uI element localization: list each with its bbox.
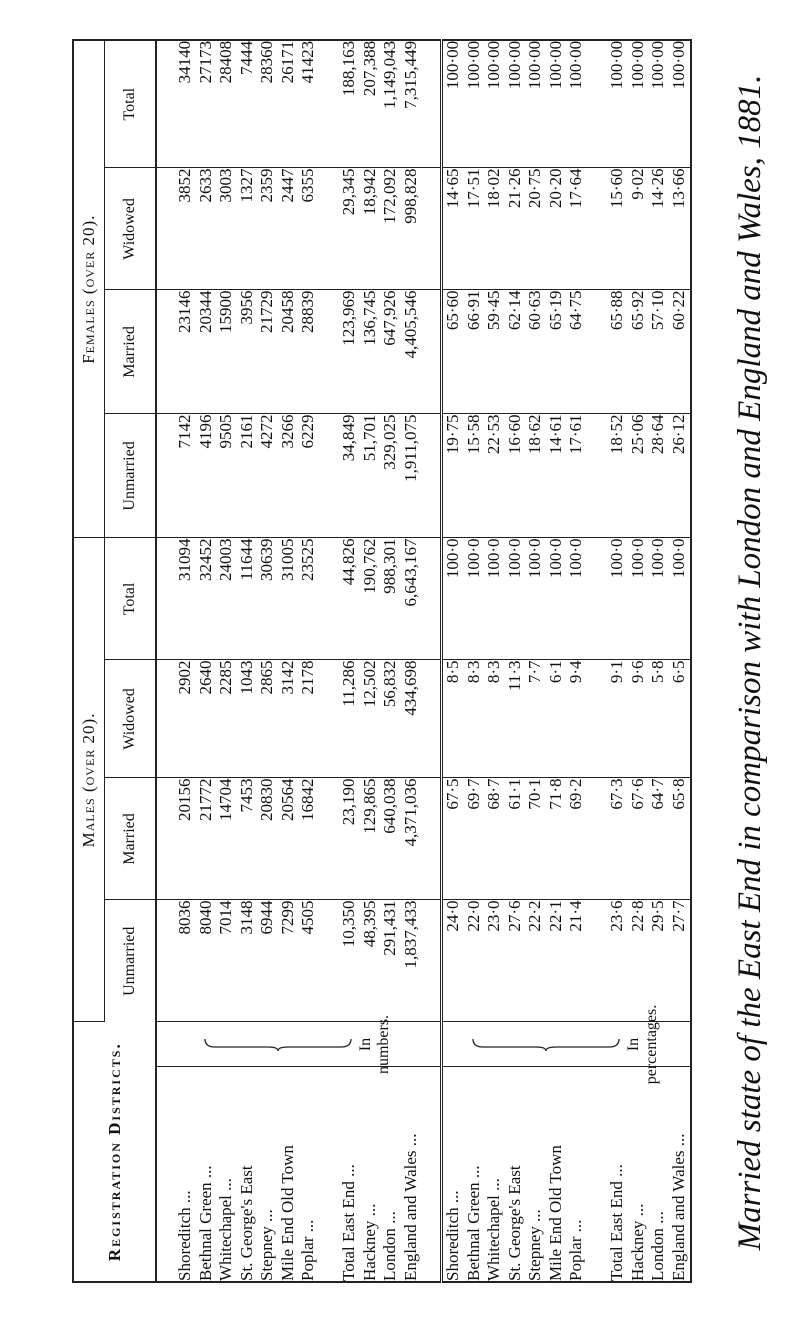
- cell-value: 3266: [277, 414, 297, 449]
- district-name: Bethnal Green ...: [463, 1165, 483, 1281]
- cell-value: 28408: [216, 40, 236, 84]
- cell-value: 4505: [298, 900, 318, 935]
- summary-cell-value: 25·06: [627, 414, 647, 455]
- summary-cell-value: 207,388: [359, 40, 379, 97]
- cell-value: 3142: [277, 660, 297, 695]
- summary-cell-value: 100·0: [627, 538, 647, 579]
- summary-cell-value: 6,643,167: [400, 538, 420, 607]
- summary-cell-value: 5·8: [648, 660, 668, 684]
- district-name: Shoreditch ...: [443, 1190, 463, 1281]
- summary-cell-value: 1,837,433: [400, 900, 420, 969]
- summary-cell-value: 100·00: [648, 40, 668, 90]
- summary-cell-value: 65·8: [668, 778, 688, 810]
- col-females-married-values: [441, 290, 691, 414]
- summary-cell-value: 100·00: [668, 40, 688, 90]
- col-females-married: Married: [105, 290, 157, 414]
- cell-value: 18·62: [525, 414, 545, 455]
- cell-value: 70·1: [525, 778, 545, 810]
- col-males-total-values: [441, 538, 691, 660]
- summary-cell-value: 123,969: [339, 290, 359, 346]
- summary-name: Hackney ...: [359, 1203, 379, 1281]
- summary-cell-value: 28·64: [648, 414, 668, 455]
- summary-cell-value: 22·8: [627, 900, 647, 932]
- cell-value: 20156: [175, 778, 195, 821]
- spacer: [319, 414, 340, 537]
- district-name: St. George's East: [504, 1165, 524, 1281]
- spacer: [587, 778, 608, 899]
- col-males-married-values: [441, 778, 691, 900]
- col-males-unmarried-values: [441, 900, 691, 1022]
- cell-value: 22·1: [545, 900, 565, 932]
- cell-value: 100·0: [525, 538, 545, 579]
- cell-value: 32452: [195, 538, 215, 581]
- summary-cell-value: 188,163: [339, 40, 359, 97]
- summary-cell-value: 129,865: [359, 778, 379, 834]
- cell-value: 100·00: [443, 40, 463, 90]
- cell-value: 3148: [236, 900, 256, 935]
- col-females-total: Total: [105, 40, 157, 168]
- cell-value: 4196: [195, 414, 215, 449]
- spacer: [587, 414, 608, 537]
- section-brace: [156, 1014, 441, 1075]
- summary-cell-value: 100·00: [607, 40, 627, 90]
- brace-icon: [203, 1038, 353, 1052]
- cell-value: 15·58: [463, 414, 483, 455]
- summary-cell-value: 10,350: [339, 900, 359, 948]
- cell-value: 28839: [298, 290, 318, 333]
- summary-cell-value: 12,502: [359, 660, 379, 708]
- summary-cell-value: 67·6: [627, 778, 647, 810]
- cell-value: 15900: [216, 290, 236, 333]
- summary-cell-value: 9·6: [627, 660, 647, 684]
- cell-value: 6944: [257, 900, 277, 935]
- summary-name: Hackney ...: [627, 1203, 647, 1281]
- cell-value: 60·63: [525, 290, 545, 331]
- cell-value: 2640: [195, 660, 215, 695]
- cell-value: 8040: [195, 900, 215, 935]
- spacer: [319, 660, 340, 777]
- cell-value: 17·64: [566, 168, 586, 209]
- col-females-total-values: [156, 40, 441, 168]
- cell-value: 11·3: [504, 660, 524, 692]
- summary-cell-value: 27·7: [668, 900, 688, 932]
- cell-value: 100·00: [504, 40, 524, 90]
- cell-value: 3003: [216, 168, 236, 203]
- col-females-widowed-values: [156, 168, 441, 290]
- cell-value: 59·45: [484, 290, 504, 331]
- cell-value: 31005: [277, 538, 297, 581]
- spacer: [587, 1068, 608, 1282]
- cell-value: 19·75: [443, 414, 463, 455]
- spacer: [319, 538, 340, 659]
- cell-value: 100·0: [484, 538, 504, 579]
- summary-cell-value: 136,745: [359, 290, 379, 346]
- district-names: [156, 1067, 441, 1282]
- registration-districts-header: Registration Districts.: [73, 1022, 156, 1282]
- district-name: Stepney ...: [525, 1209, 545, 1281]
- summary-cell-value: 9·1: [607, 660, 627, 684]
- col-males-married: Married: [105, 778, 157, 900]
- cell-value: 21772: [195, 778, 215, 821]
- district-name: Poplar ...: [298, 1219, 318, 1281]
- summary-cell-value: 64·7: [648, 778, 668, 810]
- cell-value: 16·60: [504, 414, 524, 455]
- summary-cell-value: 9·02: [627, 168, 647, 200]
- summary-cell-value: 172,092: [380, 168, 400, 224]
- cell-value: 64·75: [566, 290, 586, 331]
- col-females-unmarried: Unmarried: [105, 414, 157, 538]
- section-row: [156, 40, 441, 1282]
- district-name: Shoreditch ...: [175, 1190, 195, 1281]
- col-females-unmarried-values: [156, 414, 441, 538]
- summary-cell-value: 26·12: [668, 414, 688, 455]
- cell-value: 23525: [298, 538, 318, 581]
- summary-cell-value: 13·66: [668, 168, 688, 209]
- cell-value: 8036: [175, 900, 195, 935]
- cell-value: 20344: [195, 290, 215, 333]
- cell-value: 14·61: [545, 414, 565, 455]
- cell-value: 100·0: [443, 538, 463, 579]
- females-header: Females (over 20).: [73, 40, 105, 538]
- district-name: Whitechapel ...: [216, 1178, 236, 1281]
- spacer: [319, 168, 340, 289]
- cell-value: 1043: [236, 660, 256, 695]
- summary-name: England and Wales ...: [400, 1133, 420, 1281]
- summary-cell-value: 4,371,036: [400, 778, 420, 847]
- cell-value: 4272: [257, 414, 277, 449]
- cell-value: 7444: [236, 40, 256, 75]
- cell-value: 18·02: [484, 168, 504, 209]
- district-name: Mile End Old Town: [277, 1145, 297, 1281]
- cell-value: 23146: [175, 290, 195, 333]
- cell-value: 71·8: [545, 778, 565, 810]
- spacer: [319, 1068, 340, 1282]
- cell-value: 100·00: [525, 40, 545, 90]
- cell-value: 28360: [257, 40, 277, 84]
- cell-value: 17·51: [463, 168, 483, 209]
- cell-value: 30639: [257, 538, 277, 581]
- summary-cell-value: 15·60: [607, 168, 627, 209]
- summary-name: Total East End ...: [607, 1164, 627, 1281]
- summary-cell-value: 190,762: [359, 538, 379, 594]
- col-females-widowed-values: [441, 168, 691, 290]
- cell-value: 9·4: [566, 660, 586, 684]
- cell-value: 7453: [236, 778, 256, 813]
- married-state-table: [72, 39, 692, 1283]
- cell-value: 2633: [195, 168, 215, 203]
- summary-cell-value: 18·52: [607, 414, 627, 455]
- summary-cell-value: 29,345: [339, 168, 359, 216]
- cell-value: 2178: [298, 660, 318, 695]
- cell-value: 41423: [298, 40, 318, 84]
- section-label: In percentages.: [625, 1004, 661, 1085]
- cell-value: 22·2: [525, 900, 545, 932]
- summary-cell-value: 100·0: [668, 538, 688, 579]
- cell-value: 14·65: [443, 168, 463, 209]
- cell-value: 20564: [277, 778, 297, 821]
- cell-value: 69·7: [463, 778, 483, 810]
- cell-value: 21·26: [504, 168, 524, 209]
- section-row: [441, 40, 691, 1282]
- cell-value: 27173: [195, 40, 215, 84]
- summary-cell-value: 100·00: [627, 40, 647, 90]
- cell-value: 100·0: [463, 538, 483, 579]
- spacer: [319, 778, 340, 899]
- cell-value: 2447: [277, 168, 297, 203]
- cell-value: 100·00: [566, 40, 586, 90]
- district-name: St. George's East: [236, 1165, 256, 1281]
- cell-value: 67·5: [443, 778, 463, 810]
- cell-value: 9505: [216, 414, 236, 449]
- col-males-total: Total: [105, 538, 157, 660]
- summary-cell-value: 7,315,449: [400, 40, 420, 109]
- summary-cell-value: 100·0: [648, 538, 668, 579]
- col-females-total-values: [441, 40, 691, 168]
- col-males-total-values: [156, 538, 441, 660]
- spacer: [587, 660, 608, 777]
- col-males-widowed-values: [441, 660, 691, 778]
- cell-value: 21·4: [566, 900, 586, 932]
- cell-value: 22·53: [484, 414, 504, 455]
- cell-value: 7·7: [525, 660, 545, 684]
- summary-cell-value: 998,828: [400, 168, 420, 224]
- brace-path: [205, 1040, 351, 1052]
- cell-value: 20·20: [545, 168, 565, 209]
- cell-value: 3956: [236, 290, 256, 325]
- col-females-unmarried-values: [441, 414, 691, 538]
- males-header: Males (over 20).: [73, 538, 105, 1022]
- summary-cell-value: 329,025: [380, 414, 400, 470]
- cell-value: 2285: [216, 660, 236, 695]
- summary-cell-value: 18,942: [359, 168, 379, 216]
- summary-cell-value: 1,911,075: [400, 414, 420, 482]
- summary-cell-value: 988,301: [380, 538, 400, 594]
- cell-value: 24·0: [443, 900, 463, 932]
- spacer: [319, 900, 340, 1021]
- col-females-married-values: [156, 290, 441, 414]
- spacer: [319, 290, 340, 413]
- cell-value: 7014: [216, 900, 236, 935]
- cell-value: 11644: [236, 538, 256, 581]
- col-females-widowed: Widowed: [105, 168, 157, 290]
- cell-value: 62·14: [504, 290, 524, 331]
- table-body: [156, 40, 691, 1282]
- section-label: In numbers.: [357, 1014, 393, 1075]
- summary-cell-value: 647,926: [380, 290, 400, 346]
- col-males-unmarried: Unmarried: [105, 900, 157, 1022]
- cell-value: 20830: [257, 778, 277, 821]
- cell-value: 16842: [298, 778, 318, 821]
- cell-value: 65·19: [545, 290, 565, 331]
- summary-cell-value: 57·10: [648, 290, 668, 331]
- cell-value: 100·0: [566, 538, 586, 579]
- cell-value: 2865: [257, 660, 277, 695]
- cell-value: 6·1: [545, 660, 565, 684]
- cell-value: 24003: [216, 538, 236, 581]
- summary-cell-value: 51,701: [359, 414, 379, 462]
- cell-value: 68·7: [484, 778, 504, 810]
- cell-value: 17·61: [566, 414, 586, 455]
- district-name: Whitechapel ...: [484, 1178, 504, 1281]
- cell-value: 1327: [236, 168, 256, 203]
- cell-value: 31094: [175, 538, 195, 581]
- cell-value: 20·75: [525, 168, 545, 209]
- cell-value: 14704: [216, 778, 236, 821]
- cell-value: 7142: [175, 414, 195, 449]
- district-name: Bethnal Green ...: [195, 1165, 215, 1281]
- cell-value: 65·60: [443, 290, 463, 331]
- cell-value: 20458: [277, 290, 297, 333]
- spacer: [587, 538, 608, 659]
- summary-cell-value: 291,431: [380, 900, 400, 956]
- summary-cell-value: 6·5: [668, 660, 688, 684]
- cell-value: 69·2: [566, 778, 586, 810]
- cell-value: 100·0: [545, 538, 565, 579]
- cell-value: 66·91: [463, 290, 483, 331]
- cell-value: 34140: [175, 40, 195, 84]
- summary-cell-value: 23·6: [607, 900, 627, 932]
- col-males-widowed: Widowed: [105, 660, 157, 778]
- district-names: [441, 1067, 691, 1282]
- cell-value: 3852: [175, 168, 195, 203]
- cell-value: 61·1: [504, 778, 524, 810]
- section-brace: [441, 1004, 691, 1085]
- summary-cell-value: 23,190: [339, 778, 359, 826]
- cell-value: 23·0: [484, 900, 504, 932]
- summary-cell-value: 14·26: [648, 168, 668, 209]
- cell-value: 2902: [175, 660, 195, 695]
- cell-value: 8·3: [484, 660, 504, 684]
- table-title: Married state of the East End in comparison with London and England and Wales, 1881.: [732, 74, 768, 1251]
- spacer: [587, 900, 608, 1021]
- col-males-widowed-values: [156, 660, 441, 778]
- spacer: [587, 41, 608, 168]
- spacer: [587, 168, 608, 289]
- summary-cell-value: 4,405,546: [400, 290, 420, 359]
- district-name: Mile End Old Town: [545, 1145, 565, 1281]
- summary-cell-value: 29·5: [648, 900, 668, 932]
- cell-value: 21729: [257, 290, 277, 333]
- summary-cell-value: 48,395: [359, 900, 379, 948]
- cell-value: 100·00: [545, 40, 565, 90]
- summary-cell-value: 640,038: [380, 778, 400, 834]
- col-males-married-values: [156, 778, 441, 900]
- summary-cell-value: 65·88: [607, 290, 627, 331]
- cell-value: 26171: [277, 40, 297, 84]
- summary-cell-value: 434,698: [400, 660, 420, 716]
- summary-name: London ...: [380, 1211, 400, 1281]
- spacer: [319, 41, 340, 168]
- cell-value: 8·3: [463, 660, 483, 684]
- summary-cell-value: 1,149,043: [380, 40, 400, 109]
- spacer: [587, 290, 608, 413]
- summary-name: England and Wales ...: [668, 1133, 688, 1281]
- district-name: Poplar ...: [566, 1219, 586, 1281]
- summary-cell-value: 56,832: [380, 660, 400, 708]
- summary-cell-value: 100·0: [607, 538, 627, 579]
- brace-icon: [471, 1038, 621, 1052]
- col-males-unmarried-values: [156, 900, 441, 1022]
- summary-cell-value: 60·22: [668, 290, 688, 331]
- cell-value: 8·5: [443, 660, 463, 684]
- cell-value: 6355: [298, 168, 318, 203]
- cell-value: 2161: [236, 414, 256, 449]
- cell-value: 7299: [277, 900, 297, 935]
- summary-cell-value: 34,849: [339, 414, 359, 462]
- cell-value: 100·0: [504, 538, 524, 579]
- cell-value: 6229: [298, 414, 318, 449]
- cell-value: 22·0: [463, 900, 483, 932]
- brace-path: [473, 1040, 619, 1052]
- cell-value: 100·00: [463, 40, 483, 90]
- cell-value: 2359: [257, 168, 277, 203]
- summary-name: Total East End ...: [339, 1164, 359, 1281]
- summary-cell-value: 67·3: [607, 778, 627, 810]
- summary-cell-value: 44,826: [339, 538, 359, 586]
- summary-cell-value: 11,286: [339, 660, 359, 707]
- cell-value: 100·00: [484, 40, 504, 90]
- summary-name: London ...: [648, 1211, 668, 1281]
- district-name: Stepney ...: [257, 1209, 277, 1281]
- cell-value: 27·6: [504, 900, 524, 932]
- summary-cell-value: 65·92: [627, 290, 647, 331]
